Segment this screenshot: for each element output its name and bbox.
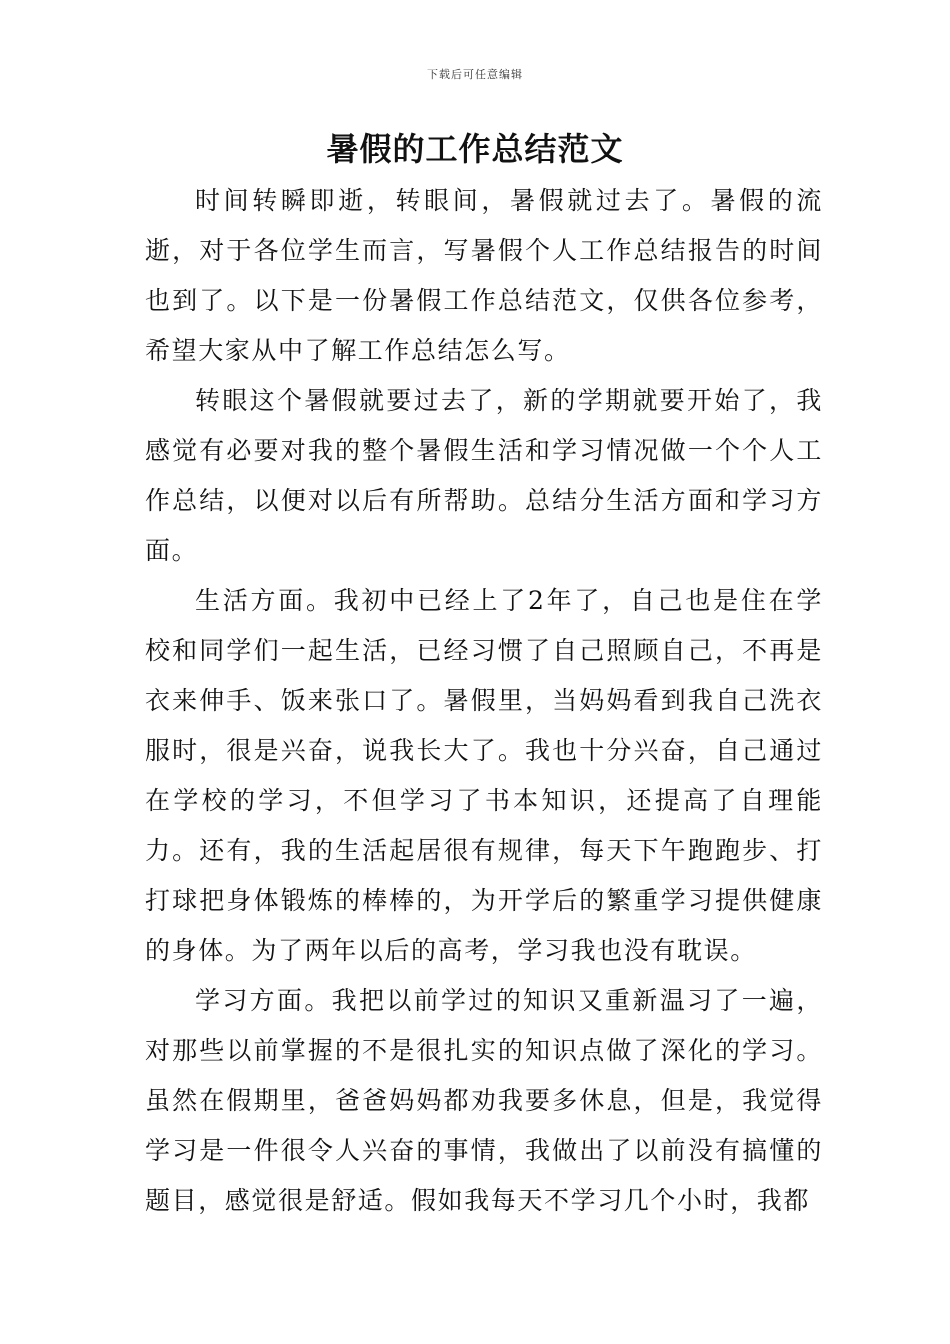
paragraph-intro: 时间转瞬即逝，转眼间，暑假就过去了。暑假的流逝，对于各位学生而言，写暑假个人工作总结报告的时间也到了。以下是一份暑假工作总结范文，仅供各位参考，希望大家从中了解工作总结怎么写。 <box>145 186 823 365</box>
paragraph-overview: 转眼这个暑假就要过去了，新的学期就要开始了，我感觉有必要对我的整个暑假生活和学习情况做一个个人工作总结，以便对以后有所帮助。总结分生活方面和学习方面。 <box>145 386 823 565</box>
paragraph-life: 生活方面。我初中已经上了2年了，自己也是住在学校和同学们一起生活，已经习惯了自己照顾自己，不再是衣来伸手、饭来张口了。暑假里，当妈妈看到我自己洗衣服时，很是兴奋，说我长大了。我也十分兴奋，自己通过在学校的学习，不但学习了书本知识，还提高了自理能力。还有，我的生活起居很有规律，每天下午跑跑步、打打球把身体锻炼的棒棒的，为开学后的繁重学习提供健康的身体。为了两年以后的高考，学习我也没有耽误。 <box>145 586 823 965</box>
page-title: 暑假的工作总结范文 <box>326 130 624 168</box>
document-body <box>145 176 823 1226</box>
paragraph-study: 学习方面。我把以前学过的知识又重新温习了一遍，对那些以前掌握的不是很扎实的知识点做了深化的学习。虽然在假期里，爸爸妈妈都劝我要多休息，但是，我觉得学习是一件很令人兴奋的事情，我做出了以前没有搞懂的题目，感觉很是舒适。假如我每天不学习几个小时，我都 <box>145 986 823 1215</box>
header-note: 下载后可任意编辑 <box>427 68 523 81</box>
